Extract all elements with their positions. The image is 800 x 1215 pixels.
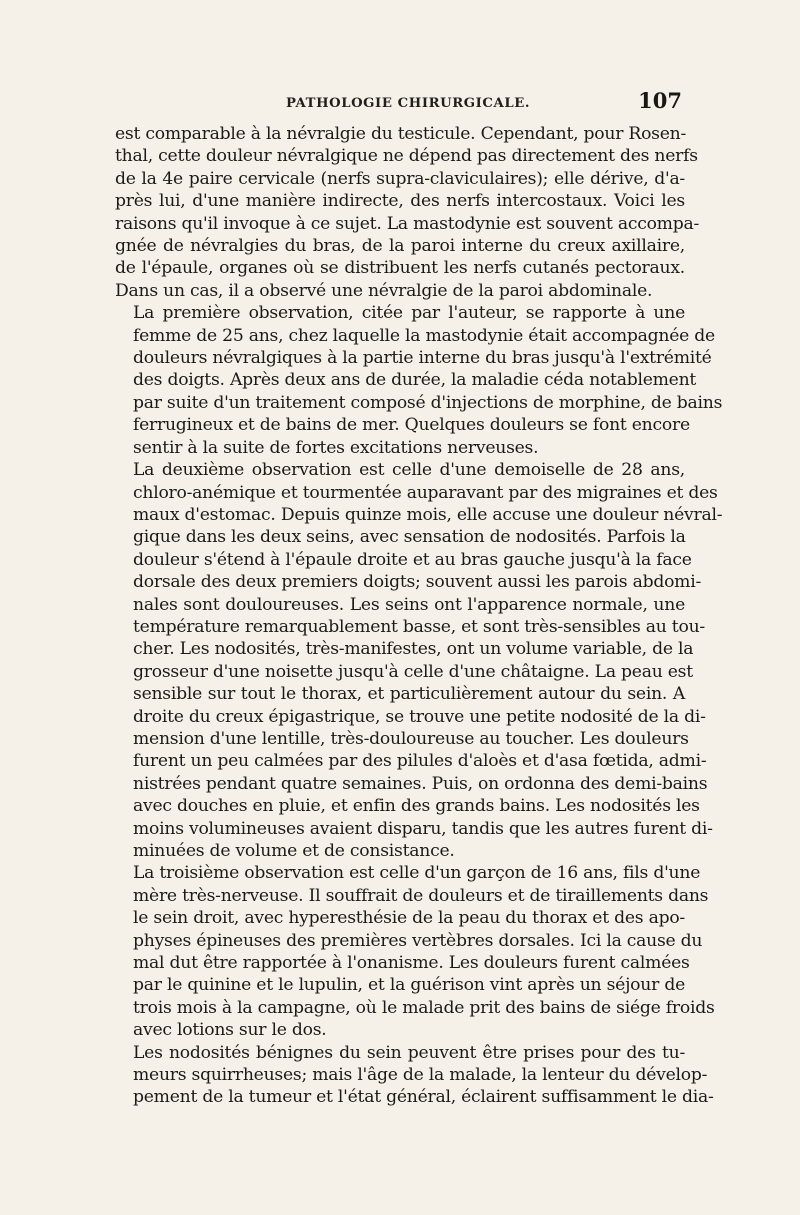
text-line: maux d'estomac. Depuis quinze mois, elle accuse une douleur névral- — [133, 504, 723, 525]
text-line: pement de la tumeur et l'état général, éclairent suffisamment le dia- — [133, 1087, 714, 1108]
text-line: minuées de volume et de consistance. — [133, 841, 455, 861]
text-line: de la 4e paire cervicale (nerfs supra-claviculaires); elle dérive, d'a- — [115, 168, 685, 189]
text-line: sensible sur tout le thorax, et particulièrement autour du sein. A — [133, 684, 685, 705]
paragraph — [115, 862, 715, 1041]
text-line: La troisième observation est celle d'un garçon de 16 ans, fils d'une — [133, 863, 701, 884]
text-line: chloro-anémique et tourmentée auparavant par des migraines et des — [133, 482, 718, 503]
page-number: 107 — [638, 88, 682, 113]
running-head: PATHOLOGIE CHIRURGICALE. — [286, 96, 531, 111]
body-text — [115, 123, 723, 1109]
text-line: le sein droit, avec hyperesthésie de la peau du thorax et des apo- — [133, 908, 685, 929]
paragraph — [115, 1042, 714, 1109]
text-line: près lui, d'une manière indirecte, des nerfs intercostaux. Voici les — [115, 191, 685, 212]
text-line: sentir à la suite de fortes excitations nerveuses. — [133, 437, 539, 458]
text-line: droite du creux épigastrique, se trouve une petite nodosité de la di- — [133, 706, 706, 727]
text-line: température remarquablement basse, et sont très-sensibles au tou- — [133, 616, 705, 637]
text-line: physes épineuses des premières vertèbres dorsales. Ici la cause du — [133, 930, 703, 951]
paragraph — [115, 123, 700, 302]
text-line: mension d'une lentille, très-douloureuse au toucher. Les douleurs — [133, 728, 689, 749]
text-line: est comparable à la névralgie du testicule. Cependant, pour Rosen- — [115, 124, 687, 144]
text-line: furent un peu calmées par des pilules d'aloès et d'asa fœtida, admi- — [133, 751, 707, 772]
text-line: nales sont douloureuses. Les seins ont l'apparence normale, une — [133, 594, 685, 615]
text-line: dorsale des deux premiers doigts; souvent aussi les parois abdomi- — [133, 572, 702, 593]
page-header — [116, 88, 686, 120]
text-line: meurs squirrheuses; mais l'âge de la malade, la lenteur du dévelop- — [133, 1065, 708, 1086]
text-line: thal, cette douleur névralgique ne dépend pas directement des nerfs — [115, 146, 698, 167]
text-line: des doigts. Après deux ans de durée, la maladie céda notablement — [133, 370, 697, 391]
text-line: grosseur d'une noisette jusqu'à celle d'une châtaigne. La peau est — [133, 661, 693, 682]
text-line: La deuxième observation est celle d'une demoiselle de 28 ans, — [133, 460, 685, 481]
text-line: avec lotions sur le dos. — [133, 1020, 327, 1041]
text-line: La première observation, citée par l'auteur, se rapporte à une — [133, 303, 685, 324]
text-line: ferrugineux et de bains de mer. Quelques douleurs se font encore — [133, 415, 690, 436]
paragraph — [115, 302, 723, 459]
text-line: mal dut être rapportée à l'onanisme. Les douleurs furent calmées — [133, 953, 690, 974]
text-line: nistrées pendant quatre semaines. Puis, on ordonna des demi-bains — [133, 773, 708, 794]
text-line: de l'épaule, organes où se distribuent les nerfs cutanés pectoraux. — [115, 258, 685, 279]
text-line: avec douches en pluie, et enfin des grands bains. Les nodosités les — [133, 796, 700, 817]
text-line: gnée de névralgies du bras, de la paroi interne du creux axillaire, — [115, 236, 685, 257]
text-line: mère très-nerveuse. Il souffrait de douleurs et de tiraillements dans — [133, 885, 709, 906]
text-line: cher. Les nodosités, très-manifestes, ont un volume variable, de la — [133, 639, 694, 660]
paragraph — [115, 459, 723, 862]
text-line: moins volumineuses avaient disparu, tandis que les autres furent di- — [133, 818, 713, 839]
text-line: douleurs névralgiques à la partie interne du bras jusqu'à l'extrémité — [133, 348, 712, 369]
text-line: par le quinine et le lupulin, et la guérison vint après un séjour de — [133, 975, 685, 996]
text-line: Les nodosités bénignes du sein peuvent être prises pour des tu- — [133, 1042, 685, 1063]
text-line: femme de 25 ans, chez laquelle la mastodynie était accompagnée de — [133, 325, 715, 346]
text-line: par suite d'un traitement composé d'injections de morphine, de bains — [133, 392, 723, 413]
text-line: douleur s'étend à l'épaule droite et au bras gauche jusqu'à la face — [133, 549, 692, 570]
text-line: raisons qu'il invoque à ce sujet. La mastodynie est souvent accompa- — [115, 213, 700, 234]
text-line: gique dans les deux seins, avec sensation de nodosités. Parfois la — [133, 527, 686, 548]
text-line: trois mois à la campagne, où le malade prit des bains de siége froids — [133, 997, 715, 1018]
text-line: Dans un cas, il a observé une névralgie de la paroi abdominale. — [115, 280, 653, 301]
